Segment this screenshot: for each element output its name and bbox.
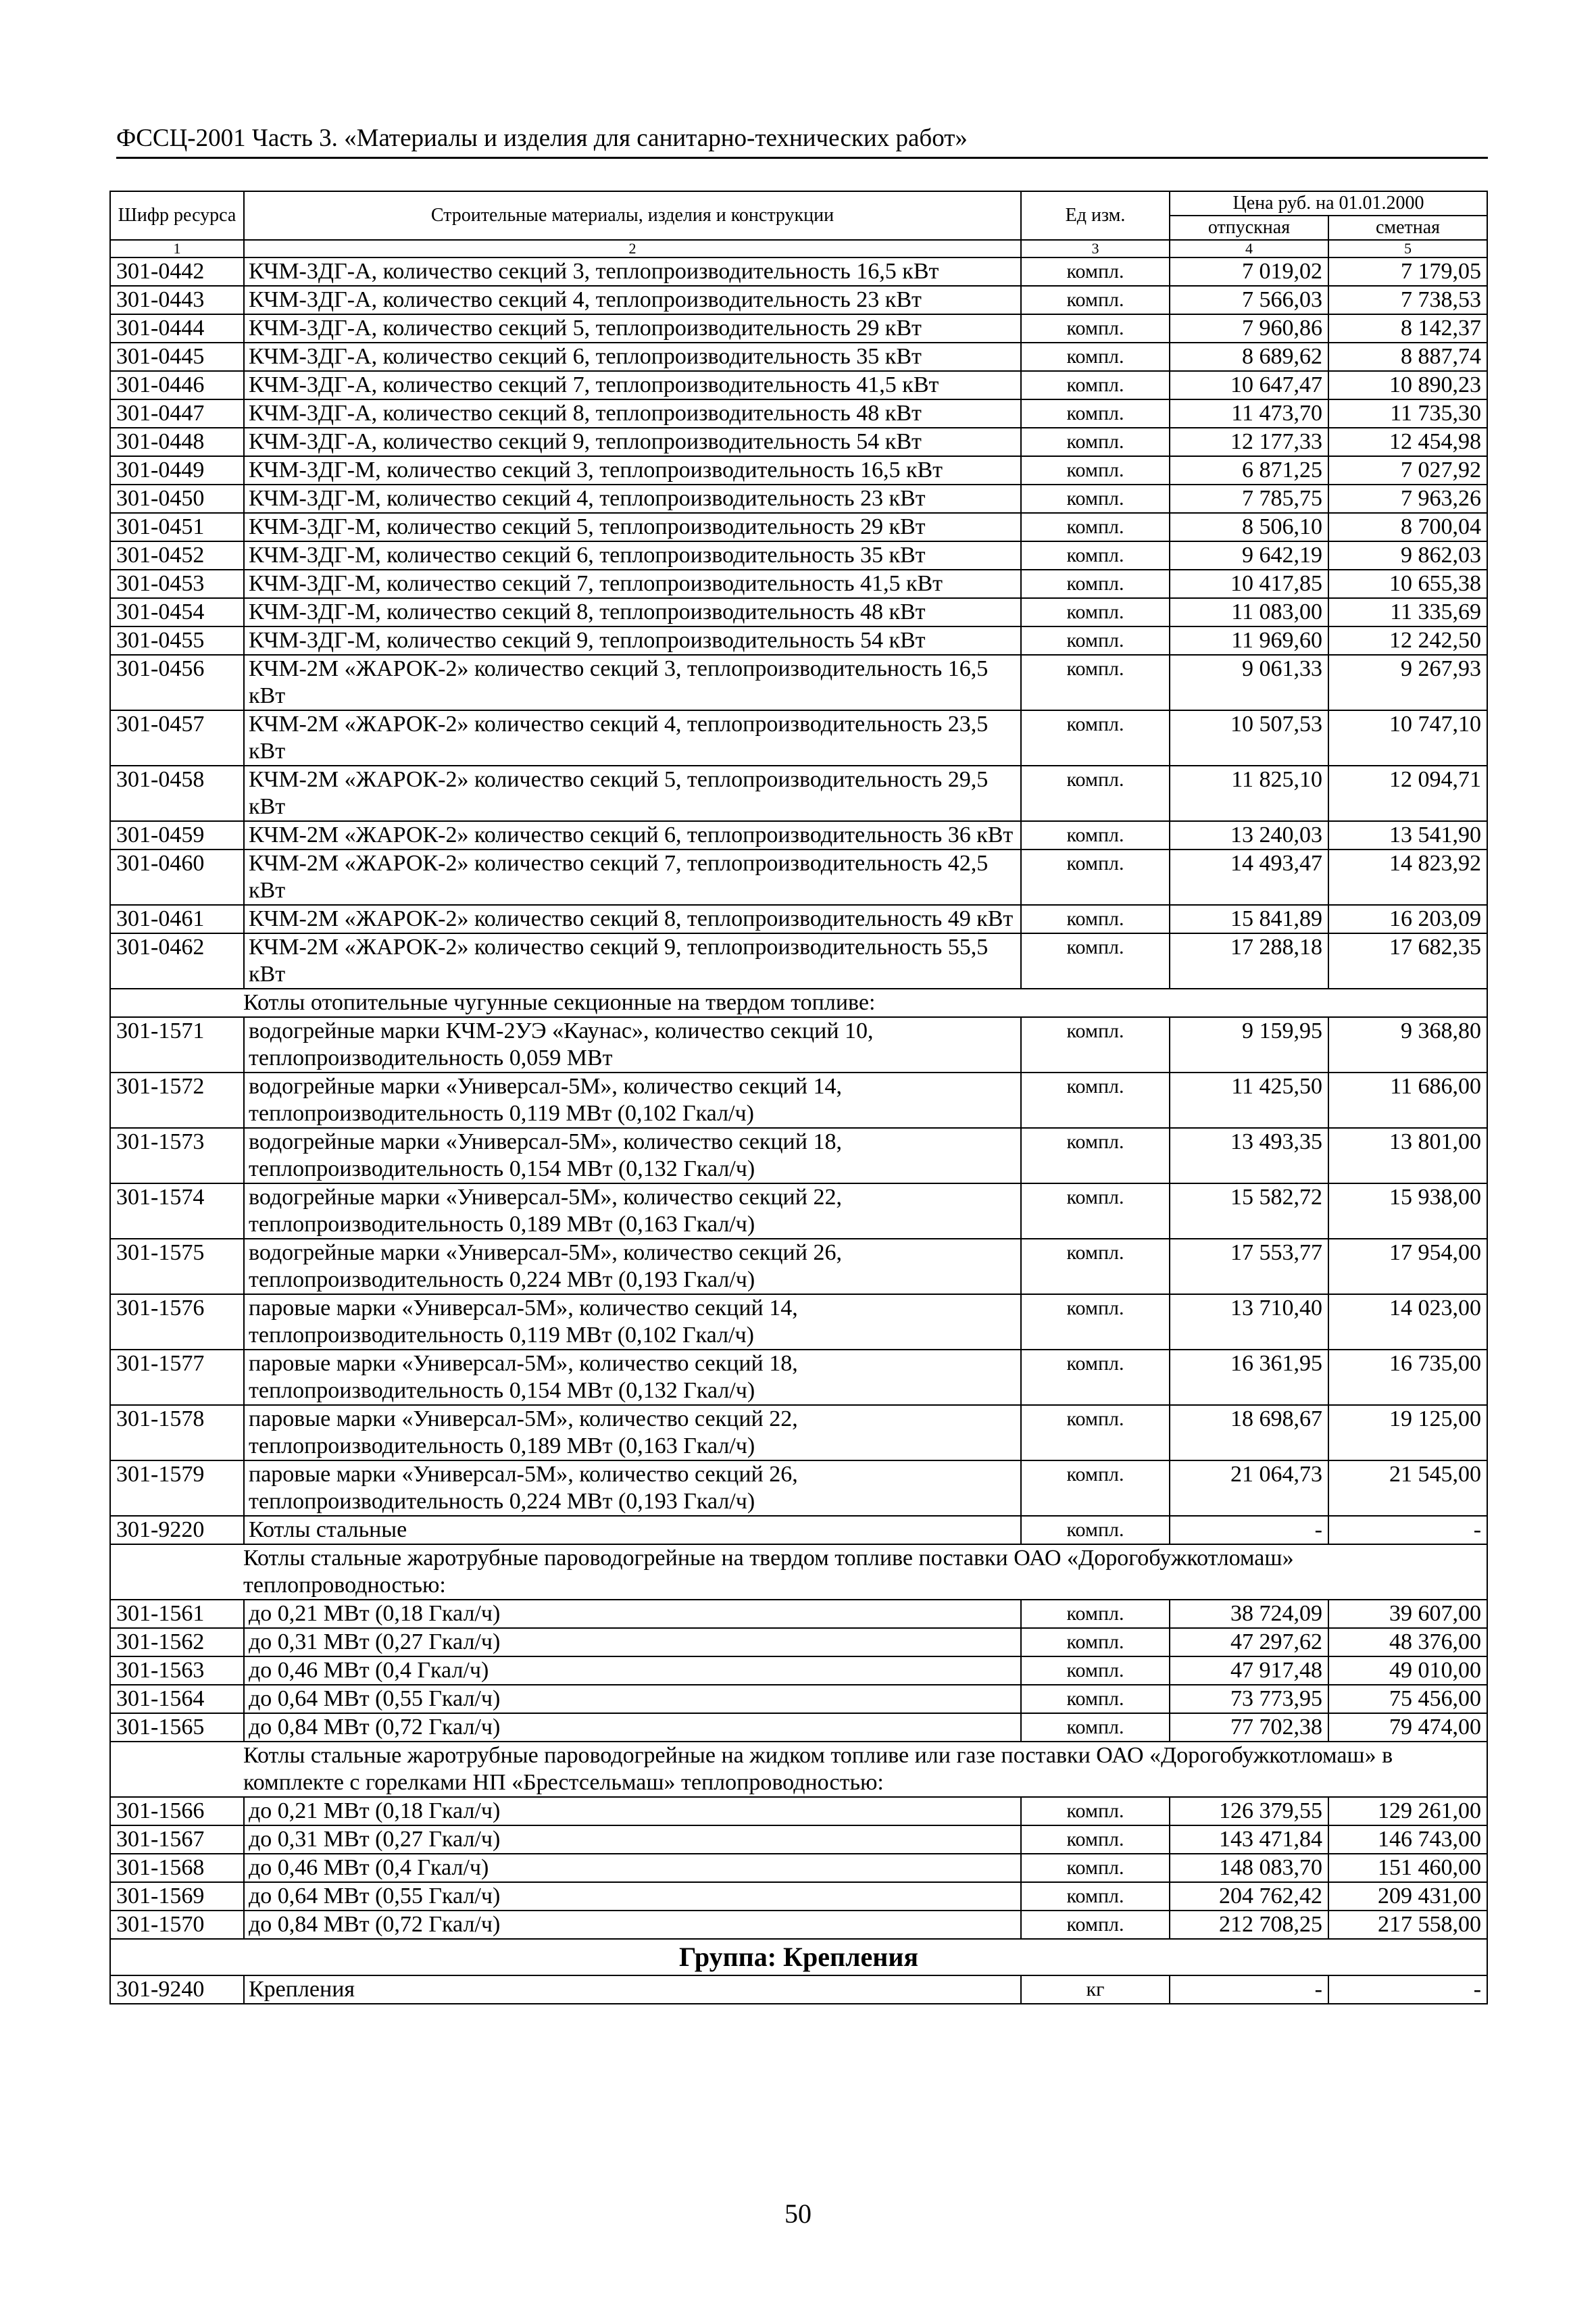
table-row xyxy=(110,1975,1487,2004)
unit-of-measure: компл. xyxy=(1021,1128,1170,1183)
material-name: КЧМ-2М «ЖАРОК-2» количество секций 8, теплопроизводительность 49 кВт xyxy=(244,905,1021,933)
unit-of-measure: компл. xyxy=(1021,1073,1170,1128)
estimate-price: 7 027,92 xyxy=(1328,456,1487,485)
table-body xyxy=(110,257,1487,2004)
resource-code: 301-0453 xyxy=(110,570,244,598)
release-price: 10 647,47 xyxy=(1170,371,1328,399)
release-price: 7 785,75 xyxy=(1170,485,1328,513)
resource-code: 301-1561 xyxy=(110,1600,244,1628)
material-name: КЧМ-3ДГ-А, количество секций 8, теплопроизводительность 48 кВт xyxy=(244,399,1021,428)
unit-of-measure: компл. xyxy=(1021,933,1170,989)
table-row xyxy=(110,399,1487,428)
unit-of-measure: компл. xyxy=(1021,905,1170,933)
unit-of-measure: компл. xyxy=(1021,1628,1170,1656)
resource-code: 301-0457 xyxy=(110,710,244,766)
estimate-price: 8 887,74 xyxy=(1328,343,1487,371)
release-price: 7 566,03 xyxy=(1170,286,1328,314)
material-name: КЧМ-3ДГ-М, количество секций 9, теплопроизводительность 54 кВт xyxy=(244,626,1021,655)
unit-of-measure: компл. xyxy=(1021,1797,1170,1825)
material-name: до 0,64 МВт (0,55 Гкал/ч) xyxy=(244,1685,1021,1713)
release-price: - xyxy=(1170,1975,1328,2004)
estimate-price: 17 682,35 xyxy=(1328,933,1487,989)
resource-code: 301-1578 xyxy=(110,1405,244,1460)
unit-of-measure: компл. xyxy=(1021,1516,1170,1544)
unit-of-measure: компл. xyxy=(1021,1183,1170,1239)
table-row xyxy=(110,371,1487,399)
release-price: 11 425,50 xyxy=(1170,1073,1328,1128)
estimate-price: 7 963,26 xyxy=(1328,485,1487,513)
unit-of-measure: компл. xyxy=(1021,1239,1170,1294)
release-price: 6 871,25 xyxy=(1170,456,1328,485)
resource-code: 301-1568 xyxy=(110,1854,244,1882)
unit-of-measure: компл. xyxy=(1021,1405,1170,1460)
release-price: 13 493,35 xyxy=(1170,1128,1328,1183)
table-row xyxy=(110,766,1487,821)
unit-of-measure: компл. xyxy=(1021,1460,1170,1516)
table-row xyxy=(110,1017,1487,1073)
release-price: 7 960,86 xyxy=(1170,314,1328,343)
material-name: КЧМ-2М «ЖАРОК-2» количество секций 9, теплопроизводительность 55,5 кВт xyxy=(244,933,1021,989)
release-price: 9 061,33 xyxy=(1170,655,1328,710)
table-row xyxy=(110,1350,1487,1405)
estimate-price: 13 801,00 xyxy=(1328,1128,1487,1183)
column-number: 4 xyxy=(1170,240,1328,257)
estimate-price: 10 655,38 xyxy=(1328,570,1487,598)
material-name: КЧМ-3ДГ-А, количество секций 4, теплопроизводительность 23 кВт xyxy=(244,286,1021,314)
release-price: 13 710,40 xyxy=(1170,1294,1328,1350)
resource-code: 301-0447 xyxy=(110,399,244,428)
estimate-price: 146 743,00 xyxy=(1328,1825,1487,1854)
resource-code: 301-1573 xyxy=(110,1128,244,1183)
material-name: КЧМ-3ДГ-А, количество секций 3, теплопроизводительность 16,5 кВт xyxy=(244,257,1021,286)
material-name: водогрейные марки «Универсал-5М», количество секций 14, теплопроизводительность 0,119 МВт (0,102 Гкал/ч) xyxy=(244,1073,1021,1128)
material-name: КЧМ-2М «ЖАРОК-2» количество секций 3, теплопроизводительность 16,5 кВт xyxy=(244,655,1021,710)
resource-code: 301-1566 xyxy=(110,1797,244,1825)
table-row xyxy=(110,1685,1487,1713)
resource-code: 301-1572 xyxy=(110,1073,244,1128)
table-row xyxy=(110,598,1487,626)
release-price: 9 159,95 xyxy=(1170,1017,1328,1073)
material-name: до 0,84 МВт (0,72 Гкал/ч) xyxy=(244,1713,1021,1742)
material-name: КЧМ-3ДГ-А, количество секций 6, теплопроизводительность 35 кВт xyxy=(244,343,1021,371)
unit-of-measure: компл. xyxy=(1021,1882,1170,1911)
release-price: 47 297,62 xyxy=(1170,1628,1328,1656)
unit-of-measure: компл. xyxy=(1021,1911,1170,1939)
material-name: до 0,31 МВт (0,27 Гкал/ч) xyxy=(244,1628,1021,1656)
release-price: 11 825,10 xyxy=(1170,766,1328,821)
material-name: КЧМ-3ДГ-М, количество секций 6, теплопроизводительность 35 кВт xyxy=(244,541,1021,570)
material-name: до 0,46 МВт (0,4 Гкал/ч) xyxy=(244,1656,1021,1685)
table-row xyxy=(110,905,1487,933)
resource-code: 301-1574 xyxy=(110,1183,244,1239)
estimate-price: 217 558,00 xyxy=(1328,1911,1487,1939)
table-row xyxy=(110,1460,1487,1516)
release-price: 126 379,55 xyxy=(1170,1797,1328,1825)
resource-code: 301-0462 xyxy=(110,933,244,989)
release-price: 17 288,18 xyxy=(1170,933,1328,989)
estimate-price: 19 125,00 xyxy=(1328,1405,1487,1460)
estimate-price: 14 023,00 xyxy=(1328,1294,1487,1350)
header-price: Цена руб. на 01.01.2000 xyxy=(1170,191,1487,216)
table-row xyxy=(110,513,1487,541)
estimate-price: 16 203,09 xyxy=(1328,905,1487,933)
material-name: КЧМ-2М «ЖАРОК-2» количество секций 6, теплопроизводительность 36 кВт xyxy=(244,821,1021,850)
unit-of-measure: компл. xyxy=(1021,1713,1170,1742)
material-name: КЧМ-3ДГ-М, количество секций 3, теплопроизводительность 16,5 кВт xyxy=(244,456,1021,485)
unit-of-measure: компл. xyxy=(1021,541,1170,570)
table-head xyxy=(110,191,1487,257)
estimate-price: 10 890,23 xyxy=(1328,371,1487,399)
resource-code: 301-1562 xyxy=(110,1628,244,1656)
estimate-price: 12 094,71 xyxy=(1328,766,1487,821)
resource-code: 301-0452 xyxy=(110,541,244,570)
material-name: водогрейные марки «Универсал-5М», количество секций 26, теплопроизводительность 0,224 МВт (0,193 Гкал/ч) xyxy=(244,1239,1021,1294)
material-name: до 0,84 МВт (0,72 Гкал/ч) xyxy=(244,1911,1021,1939)
unit-of-measure: компл. xyxy=(1021,850,1170,905)
material-name: КЧМ-3ДГ-М, количество секций 8, теплопроизводительность 48 кВт xyxy=(244,598,1021,626)
release-price: 10 507,53 xyxy=(1170,710,1328,766)
release-price: 18 698,67 xyxy=(1170,1405,1328,1460)
material-name: до 0,21 МВт (0,18 Гкал/ч) xyxy=(244,1797,1021,1825)
price-table xyxy=(109,191,1488,2004)
material-name: КЧМ-2М «ЖАРОК-2» количество секций 7, теплопроизводительность 42,5 кВт xyxy=(244,850,1021,905)
unit-of-measure: кг xyxy=(1021,1975,1170,2004)
estimate-price: 8 700,04 xyxy=(1328,513,1487,541)
unit-of-measure: компл. xyxy=(1021,343,1170,371)
table-row xyxy=(110,1825,1487,1854)
release-price: 17 553,77 xyxy=(1170,1239,1328,1294)
table-row xyxy=(110,1854,1487,1882)
estimate-price: 11 335,69 xyxy=(1328,598,1487,626)
unit-of-measure: компл. xyxy=(1021,710,1170,766)
material-name: до 0,46 МВт (0,4 Гкал/ч) xyxy=(244,1854,1021,1882)
unit-of-measure: компл. xyxy=(1021,766,1170,821)
resource-code: 301-0461 xyxy=(110,905,244,933)
unit-of-measure: компл. xyxy=(1021,485,1170,513)
resource-code: 301-0456 xyxy=(110,655,244,710)
release-price: 10 417,85 xyxy=(1170,570,1328,598)
column-number: 3 xyxy=(1021,240,1170,257)
material-name: КЧМ-3ДГ-М, количество секций 5, теплопроизводительность 29 кВт xyxy=(244,513,1021,541)
table-row xyxy=(110,485,1487,513)
release-price: 212 708,25 xyxy=(1170,1911,1328,1939)
material-name: Крепления xyxy=(244,1975,1021,2004)
estimate-price: 75 456,00 xyxy=(1328,1685,1487,1713)
resource-code: 301-0445 xyxy=(110,343,244,371)
resource-code: 301-0458 xyxy=(110,766,244,821)
table-row xyxy=(110,1797,1487,1825)
table-row xyxy=(110,570,1487,598)
unit-of-measure: компл. xyxy=(1021,626,1170,655)
estimate-price: 12 454,98 xyxy=(1328,428,1487,456)
estimate-price: 39 607,00 xyxy=(1328,1600,1487,1628)
estimate-price: - xyxy=(1328,1516,1487,1544)
unit-of-measure: компл. xyxy=(1021,1656,1170,1685)
release-price: 47 917,48 xyxy=(1170,1656,1328,1685)
release-price: 143 471,84 xyxy=(1170,1825,1328,1854)
estimate-price: 8 142,37 xyxy=(1328,314,1487,343)
table-row xyxy=(110,1128,1487,1183)
table-row xyxy=(110,933,1487,989)
material-name: паровые марки «Универсал-5М», количество секций 18, теплопроизводительность 0,154 МВт (0,132 Гкал/ч) xyxy=(244,1350,1021,1405)
table-row xyxy=(110,1713,1487,1742)
estimate-price: 209 431,00 xyxy=(1328,1882,1487,1911)
release-price: 8 506,10 xyxy=(1170,513,1328,541)
header-name: Строительные материалы, изделия и конструкции xyxy=(244,191,1021,240)
release-price: 15 841,89 xyxy=(1170,905,1328,933)
estimate-price: - xyxy=(1328,1975,1487,2004)
header-estimate: сметная xyxy=(1328,216,1487,240)
unit-of-measure: компл. xyxy=(1021,1600,1170,1628)
estimate-price: 7 738,53 xyxy=(1328,286,1487,314)
resource-code: 301-0459 xyxy=(110,821,244,850)
table-row xyxy=(110,1600,1487,1628)
unit-of-measure: компл. xyxy=(1021,314,1170,343)
unit-of-measure: компл. xyxy=(1021,1825,1170,1854)
page-number: 50 xyxy=(784,2198,812,2229)
estimate-price: 16 735,00 xyxy=(1328,1350,1487,1405)
estimate-price: 11 686,00 xyxy=(1328,1073,1487,1128)
estimate-price: 11 735,30 xyxy=(1328,399,1487,428)
column-number: 2 xyxy=(244,240,1021,257)
table-row xyxy=(110,850,1487,905)
material-name: КЧМ-3ДГ-А, количество секций 7, теплопроизводительность 41,5 кВт xyxy=(244,371,1021,399)
unit-of-measure: компл. xyxy=(1021,456,1170,485)
material-name: КЧМ-3ДГ-А, количество секций 5, теплопроизводительность 29 кВт xyxy=(244,314,1021,343)
estimate-price: 13 541,90 xyxy=(1328,821,1487,850)
group-heading: Группа: Крепления xyxy=(110,1939,1487,1975)
release-price: 11 969,60 xyxy=(1170,626,1328,655)
material-name: до 0,64 МВт (0,55 Гкал/ч) xyxy=(244,1882,1021,1911)
header-code: Шифр ресурса xyxy=(110,191,244,240)
unit-of-measure: компл. xyxy=(1021,286,1170,314)
estimate-price: 49 010,00 xyxy=(1328,1656,1487,1685)
resource-code: 301-1565 xyxy=(110,1713,244,1742)
unit-of-measure: компл. xyxy=(1021,1685,1170,1713)
material-name: КЧМ-3ДГ-М, количество секций 7, теплопроизводительность 41,5 кВт xyxy=(244,570,1021,598)
price-table-container xyxy=(109,191,1487,2004)
unit-of-measure: компл. xyxy=(1021,1017,1170,1073)
release-price: 12 177,33 xyxy=(1170,428,1328,456)
estimate-price: 9 862,03 xyxy=(1328,541,1487,570)
release-price: 16 361,95 xyxy=(1170,1350,1328,1405)
table-row xyxy=(110,1628,1487,1656)
material-name: КЧМ-3ДГ-М, количество секций 4, теплопроизводительность 23 кВт xyxy=(244,485,1021,513)
table-row xyxy=(110,626,1487,655)
estimate-price: 14 823,92 xyxy=(1328,850,1487,905)
table-row xyxy=(110,286,1487,314)
unit-of-measure: компл. xyxy=(1021,598,1170,626)
section-heading: Котлы стальные жаротрубные пароводогрейные на жидком топливе или газе поставки ОАО «Дорогобужкотломаш» в комплекте с горелками НП «Брестсельмаш» теплопроводностью: xyxy=(110,1742,1487,1797)
release-price: 11 473,70 xyxy=(1170,399,1328,428)
table-row xyxy=(110,1882,1487,1911)
release-price: 148 083,70 xyxy=(1170,1854,1328,1882)
resource-code: 301-0443 xyxy=(110,286,244,314)
resource-code: 301-9220 xyxy=(110,1516,244,1544)
material-name: паровые марки «Универсал-5М», количество секций 14, теплопроизводительность 0,119 МВт (0,102 Гкал/ч) xyxy=(244,1294,1021,1350)
resource-code: 301-1577 xyxy=(110,1350,244,1405)
material-name: до 0,31 МВт (0,27 Гкал/ч) xyxy=(244,1825,1021,1854)
estimate-price: 7 179,05 xyxy=(1328,257,1487,286)
table-row xyxy=(110,1516,1487,1544)
release-price: 204 762,42 xyxy=(1170,1882,1328,1911)
resource-code: 301-0446 xyxy=(110,371,244,399)
table-row xyxy=(110,1294,1487,1350)
resource-code: 301-0455 xyxy=(110,626,244,655)
section-heading-row xyxy=(110,1544,1487,1600)
estimate-price: 129 261,00 xyxy=(1328,1797,1487,1825)
table-row xyxy=(110,1239,1487,1294)
estimate-price: 15 938,00 xyxy=(1328,1183,1487,1239)
unit-of-measure: компл. xyxy=(1021,371,1170,399)
estimate-price: 9 368,80 xyxy=(1328,1017,1487,1073)
release-price: 11 083,00 xyxy=(1170,598,1328,626)
release-price: 13 240,03 xyxy=(1170,821,1328,850)
resource-code: 301-0460 xyxy=(110,850,244,905)
unit-of-measure: компл. xyxy=(1021,257,1170,286)
unit-of-measure: компл. xyxy=(1021,1854,1170,1882)
release-price: 15 582,72 xyxy=(1170,1183,1328,1239)
material-name: до 0,21 МВт (0,18 Гкал/ч) xyxy=(244,1600,1021,1628)
resource-code: 301-1575 xyxy=(110,1239,244,1294)
resource-code: 301-0451 xyxy=(110,513,244,541)
header-row-1 xyxy=(110,191,1487,216)
release-price: 73 773,95 xyxy=(1170,1685,1328,1713)
release-price: 21 064,73 xyxy=(1170,1460,1328,1516)
resource-code: 301-1570 xyxy=(110,1911,244,1939)
resource-code: 301-1571 xyxy=(110,1017,244,1073)
resource-code: 301-0454 xyxy=(110,598,244,626)
resource-code: 301-0449 xyxy=(110,456,244,485)
resource-code: 301-0450 xyxy=(110,485,244,513)
resource-code: 301-0444 xyxy=(110,314,244,343)
table-row xyxy=(110,821,1487,850)
unit-of-measure: компл. xyxy=(1021,821,1170,850)
release-price: 9 642,19 xyxy=(1170,541,1328,570)
resource-code: 301-0448 xyxy=(110,428,244,456)
material-name: паровые марки «Универсал-5М», количество секций 22, теплопроизводительность 0,189 МВт (0,163 Гкал/ч) xyxy=(244,1405,1021,1460)
header-release: отпускная xyxy=(1170,216,1328,240)
table-row xyxy=(110,655,1487,710)
release-price: 14 493,47 xyxy=(1170,850,1328,905)
release-price: 77 702,38 xyxy=(1170,1713,1328,1742)
resource-code: 301-1569 xyxy=(110,1882,244,1911)
resource-code: 301-9240 xyxy=(110,1975,244,2004)
estimate-price: 21 545,00 xyxy=(1328,1460,1487,1516)
section-heading-row xyxy=(110,989,1487,1017)
unit-of-measure: компл. xyxy=(1021,428,1170,456)
table-row xyxy=(110,1405,1487,1460)
resource-code: 301-1567 xyxy=(110,1825,244,1854)
release-price: 8 689,62 xyxy=(1170,343,1328,371)
estimate-price: 151 460,00 xyxy=(1328,1854,1487,1882)
column-number: 5 xyxy=(1328,240,1487,257)
unit-of-measure: компл. xyxy=(1021,1350,1170,1405)
header-title: ФССЦ-2001 Часть 3. «Материалы и изделия для санитарно-технических работ» xyxy=(116,124,968,152)
material-name: паровые марки «Универсал-5М», количество секций 26, теплопроизводительность 0,224 МВт (0,193 Гкал/ч) xyxy=(244,1460,1021,1516)
material-name: водогрейные марки «Универсал-5М», количество секций 22, теплопроизводительность 0,189 МВт (0,163 Гкал/ч) xyxy=(244,1183,1021,1239)
section-heading-row xyxy=(110,1742,1487,1797)
estimate-price: 79 474,00 xyxy=(1328,1713,1487,1742)
table-row xyxy=(110,257,1487,286)
table-row xyxy=(110,343,1487,371)
estimate-price: 10 747,10 xyxy=(1328,710,1487,766)
resource-code: 301-1576 xyxy=(110,1294,244,1350)
table-row xyxy=(110,1183,1487,1239)
unit-of-measure: компл. xyxy=(1021,513,1170,541)
table-row xyxy=(110,1911,1487,1939)
material-name: водогрейные марки КЧМ-2УЭ «Каунас», количество секций 10, теплопроизводительность 0,059 МВт xyxy=(244,1017,1021,1073)
unit-of-measure: компл. xyxy=(1021,655,1170,710)
material-name: КЧМ-2М «ЖАРОК-2» количество секций 5, теплопроизводительность 29,5 кВт xyxy=(244,766,1021,821)
resource-code: 301-0442 xyxy=(110,257,244,286)
release-price: 7 019,02 xyxy=(1170,257,1328,286)
material-name: КЧМ-2М «ЖАРОК-2» количество секций 4, теплопроизводительность 23,5 кВт xyxy=(244,710,1021,766)
unit-of-measure: компл. xyxy=(1021,570,1170,598)
resource-code: 301-1564 xyxy=(110,1685,244,1713)
header-unit: Ед изм. xyxy=(1021,191,1170,240)
table-row xyxy=(110,428,1487,456)
material-name: водогрейные марки «Универсал-5М», количество секций 18, теплопроизводительность 0,154 МВт (0,132 Гкал/ч) xyxy=(244,1128,1021,1183)
column-number-row xyxy=(110,240,1487,257)
table-row xyxy=(110,456,1487,485)
section-heading: Котлы отопительные чугунные секционные на твердом топливе: xyxy=(110,989,1487,1017)
column-number: 1 xyxy=(110,240,244,257)
estimate-price: 48 376,00 xyxy=(1328,1628,1487,1656)
unit-of-measure: компл. xyxy=(1021,1294,1170,1350)
table-row xyxy=(110,1656,1487,1685)
page-header xyxy=(116,123,1488,159)
table-row xyxy=(110,541,1487,570)
table-row xyxy=(110,314,1487,343)
release-price: 38 724,09 xyxy=(1170,1600,1328,1628)
estimate-price: 9 267,93 xyxy=(1328,655,1487,710)
table-row xyxy=(110,710,1487,766)
release-price: - xyxy=(1170,1516,1328,1544)
table-row xyxy=(110,1073,1487,1128)
resource-code: 301-1563 xyxy=(110,1656,244,1685)
material-name: Котлы стальные xyxy=(244,1516,1021,1544)
material-name: КЧМ-3ДГ-А, количество секций 9, теплопроизводительность 54 кВт xyxy=(244,428,1021,456)
resource-code: 301-1579 xyxy=(110,1460,244,1516)
unit-of-measure: компл. xyxy=(1021,399,1170,428)
estimate-price: 12 242,50 xyxy=(1328,626,1487,655)
estimate-price: 17 954,00 xyxy=(1328,1239,1487,1294)
group-heading-row xyxy=(110,1939,1487,1975)
section-heading: Котлы стальные жаротрубные пароводогрейные на твердом топливе поставки ОАО «Дорогобужкотломаш» теплопроводностью: xyxy=(110,1544,1487,1600)
